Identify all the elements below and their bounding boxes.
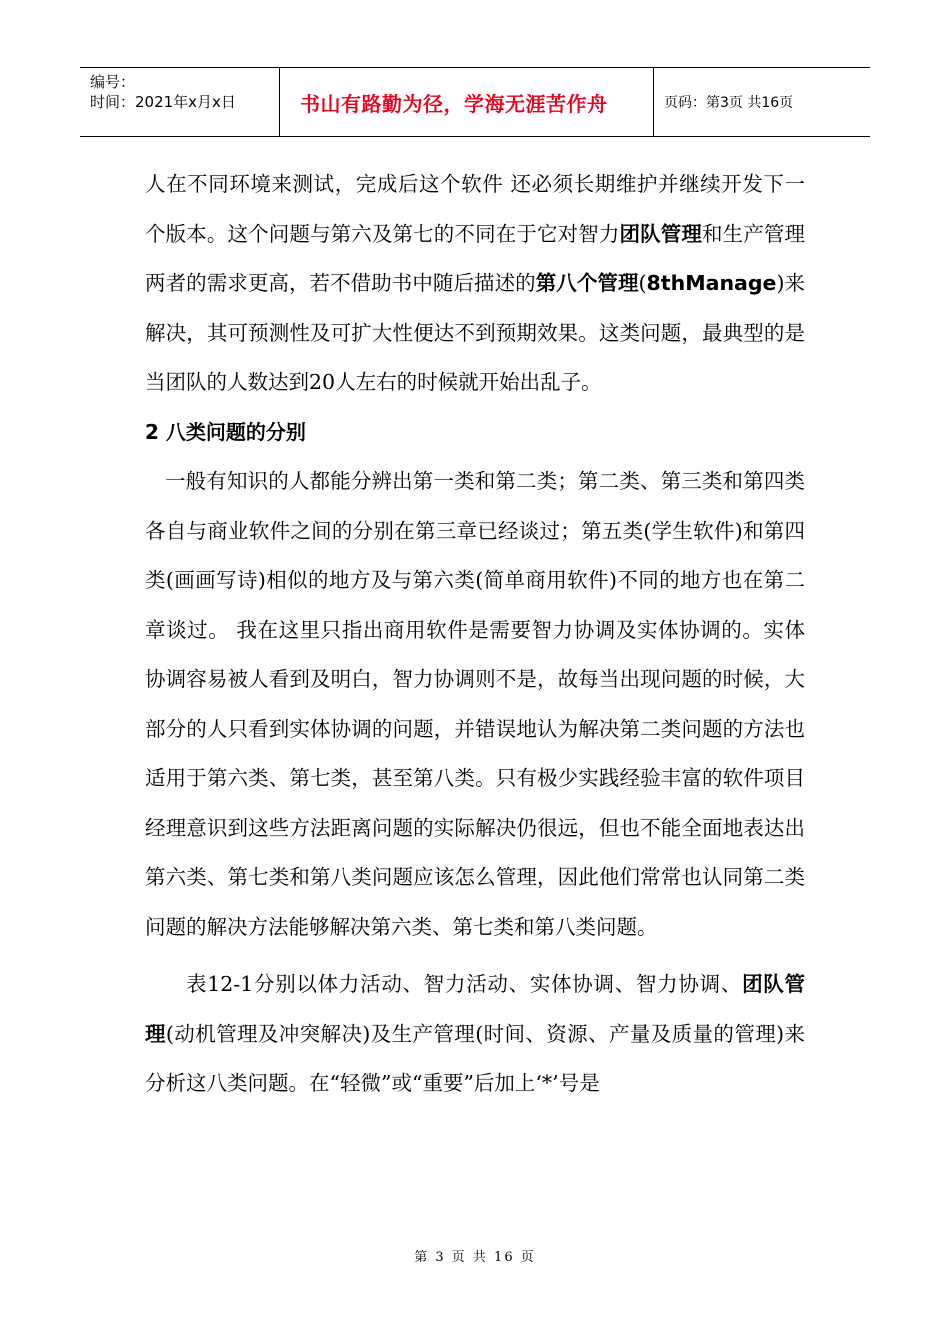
bold-term: 团队管理	[145, 972, 806, 1046]
text-run: )来解决，其可预测性及可扩大性便达不到预期效果。这类问题，最典型的是当团队的人数达到20人左右的时候就开始出乱子。	[145, 271, 806, 394]
section-heading: 2 八类问题的分别	[145, 419, 306, 444]
text-run: 和生产管理两者的需求更高，若不借助书中随后描述的	[145, 221, 806, 295]
document-body	[145, 160, 805, 1109]
bold-term: 8thManage	[646, 271, 777, 295]
header-meta	[80, 68, 280, 136]
text-run: (	[638, 271, 647, 295]
document-number-label: 编号：	[90, 73, 136, 91]
header-page-code-cell	[654, 68, 870, 136]
bold-term: 第八个管理	[535, 271, 639, 295]
header-page-code: 页码：第3页 共16页	[664, 95, 794, 111]
text-run: 人在不同环境来测试，完成后这个软件 还必须长期维护并继续开发下一个版本。这个问题与第六及第七的不同在于它对智力	[145, 172, 805, 246]
text-run: (动机管理及冲突解决)及生产管理(时间、资源、产量及质量的管理)来分析这八类问题。在“轻微”或“重要”后加上‘*’号是	[145, 1021, 806, 1095]
paragraph-table-intro	[145, 960, 805, 1109]
paragraph-continuation	[145, 160, 805, 408]
document-date: 时间：2021年x月x日	[90, 93, 236, 111]
header-motto: 书山有路勤为径，学海无涯苦作舟	[300, 91, 608, 116]
page-footer: 第 3 页 共 16 页	[414, 1250, 536, 1265]
bold-term: 团队管理	[619, 221, 702, 246]
text-run: 表12-1分别以体力活动、智力活动、实体协调、智力协调、	[186, 972, 743, 996]
page-header	[80, 67, 870, 137]
header-motto-cell	[280, 68, 654, 136]
paragraph-categories: 一般有知识的人都能分辨出第一类和第二类；第二类、第三类和第四类各自与商业软件之间的分别在第三章已经谈过；第五类(学生软件)和第四类(画画写诗)相似的地方及与第六类(简单商用软件)不同的地方也在第二章谈过。 我在这里只指出商用软件是需要智力协调及实体协调的。实体协调容易被人看到及明白，智力协调则不是，故每当出现问题的时候，大部分的人只看到实体协调的问题，并错误地认为解决第二类问题的方法也适用于第六类、第七类，甚至第八类。只有极少实践经验丰富的软件项目经理意识到这些方法距离问题的实际解决仍很远，但也不能全面地表达出第六类、第七类和第八类问题应该怎么管理，因此他们常常也认同第二类问题的解决方法能够解决第六类、第七类和第八类问题。	[145, 469, 805, 939]
